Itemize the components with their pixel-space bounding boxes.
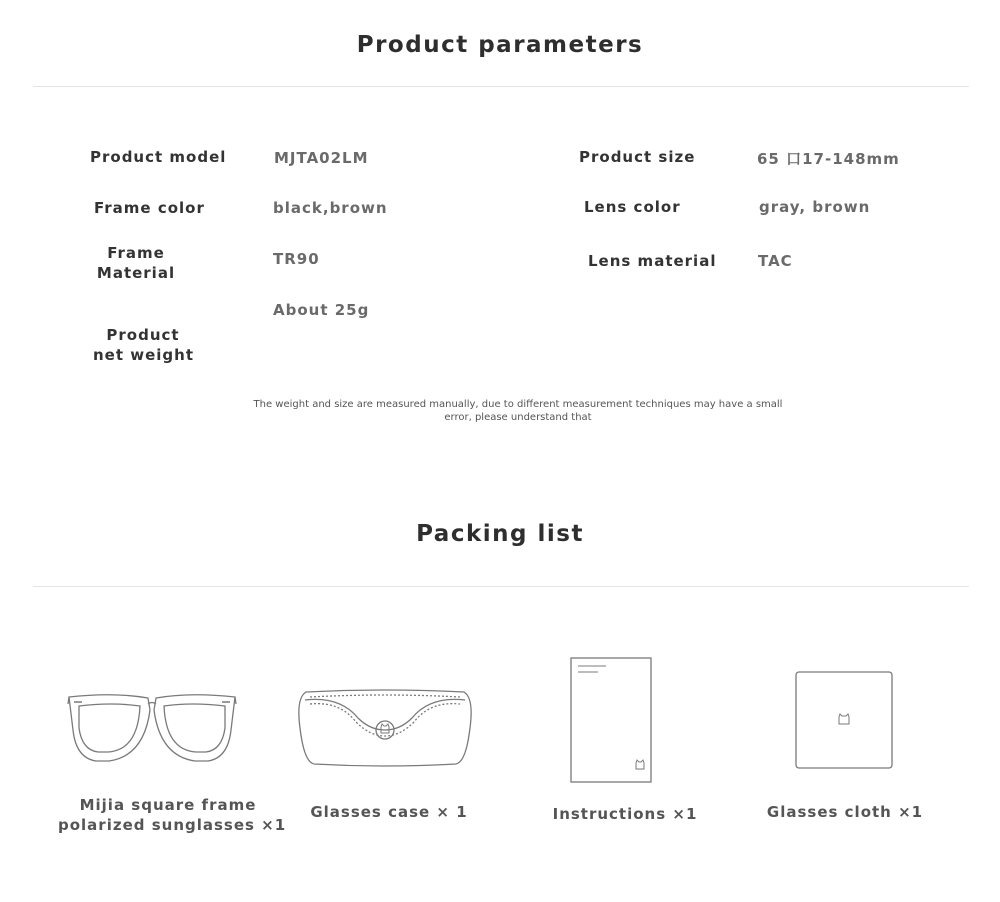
measurement-note [250,398,786,424]
product-net-weight-value: About 25g [273,301,370,319]
packing-item-instructions-label: Instructions ×1 [552,805,698,823]
product-net-weight-label [93,325,193,365]
product-net-weight-label-line2: net weight [93,346,195,364]
frame-color-value: black,brown [273,199,388,217]
frame-material-label-line2: Material [96,264,176,282]
measurement-note-line2: error, please understand that [444,412,592,423]
sunglasses-icon [64,690,240,766]
frame-material-label [96,243,176,283]
packing-item-glasses-case-label: Glasses case × 1 [310,803,468,821]
glasses-cloth-icon [795,671,893,769]
section-divider [33,86,969,87]
packing-item-sunglasses-label-line1: Mijia square frame [79,796,257,814]
instructions-booklet-icon [570,657,652,783]
packing-item-sunglasses-label [58,795,287,835]
frame-material-value: TR90 [273,250,320,268]
packing-list-title: Packing list [416,521,584,547]
frame-color-label: Frame color [94,199,205,217]
measurement-note-line1: The weight and size are measured manually, due to different measurement techniques may have a small [253,399,783,410]
lens-material-value: TAC [758,252,793,270]
product-model-label: Product model [90,148,227,166]
product-parameters-title: Product parameters [356,32,644,58]
packing-item-sunglasses-label-line2: polarized sunglasses ×1 [58,816,287,834]
glasses-case-icon [296,688,474,768]
lens-color-value: gray, brown [759,198,871,216]
product-model-value: MJTA02LM [274,149,369,167]
product-size-label: Product size [579,148,696,166]
frame-material-label-line1: Frame [107,244,165,262]
product-net-weight-label-line1: Product [106,326,180,344]
product-size-value: 65 口17-148mm [757,150,900,168]
lens-material-label: Lens material [588,252,717,270]
lens-color-label: Lens color [584,198,681,216]
section-divider [33,586,969,587]
packing-item-glasses-cloth-label: Glasses cloth ×1 [766,803,924,821]
